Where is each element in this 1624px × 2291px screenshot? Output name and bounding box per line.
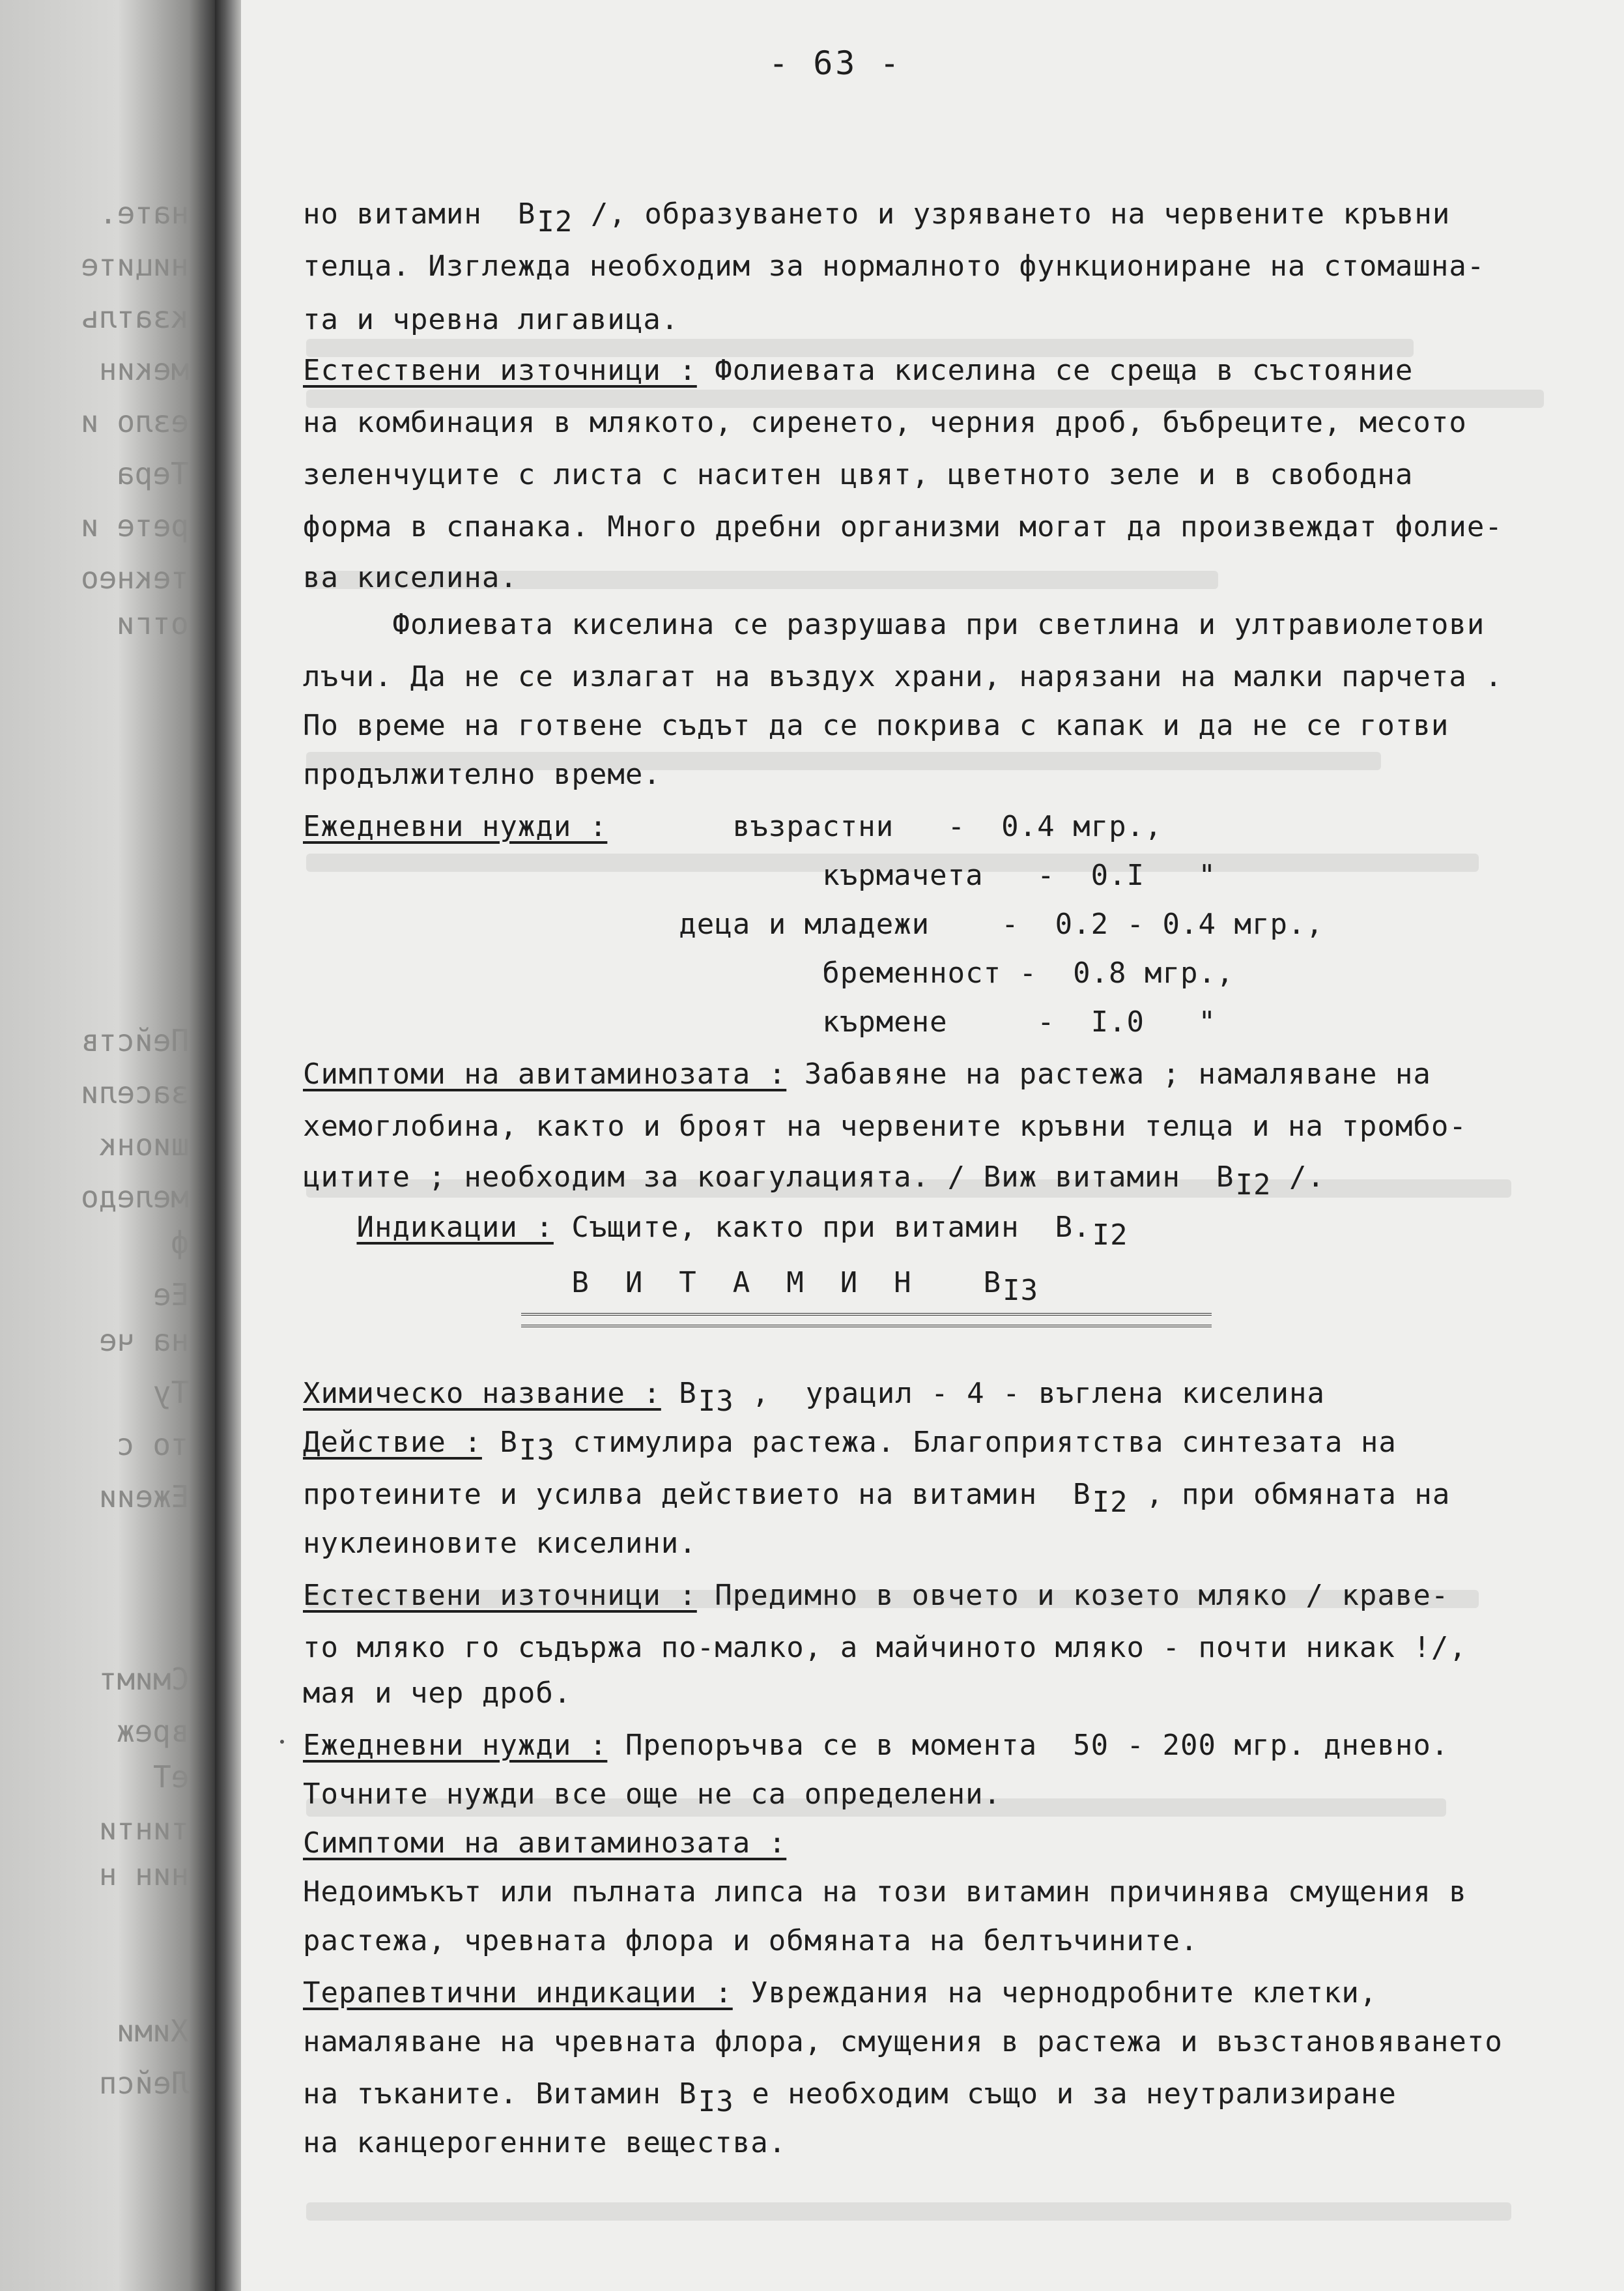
line-text: стимулира растежа. Благоприятства синтезата на	[554, 1426, 1397, 1459]
line-text: , урацил - 4 - въглена киселина	[734, 1377, 1325, 1410]
text-line	[303, 1417, 1397, 1468]
text-line	[303, 850, 1216, 901]
line-text: , при обмяната на	[1128, 1478, 1451, 1511]
bleed-text: нате.	[98, 195, 189, 231]
bleed-text: засели	[80, 1075, 189, 1110]
line-text: Предимно в овчето и козето мляко / краве-	[696, 1579, 1449, 1612]
bleed-text: Ту	[152, 1375, 189, 1410]
text-line	[303, 997, 1216, 1048]
bleed-text: Тера	[117, 456, 189, 491]
bleed-text: ф	[171, 1225, 189, 1260]
bleed-text: Лейсп	[98, 2066, 189, 2101]
line-text: растежа, чревната флора и обмяната на белтъчините.	[303, 1924, 1199, 1957]
subscript: I2	[1092, 1218, 1128, 1252]
line-text: В И Т А М И Н B	[303, 1266, 1002, 1299]
text-line	[303, 1968, 1377, 2019]
line-text: то мляко го съдържа по-малко, а майчиното мляко - почти никак !/,	[303, 1631, 1467, 1664]
text-line	[303, 1720, 1449, 1771]
bleed-text: езло и	[80, 404, 189, 439]
text-line	[303, 241, 1485, 292]
text-line	[303, 1368, 1325, 1419]
text-line	[303, 1518, 697, 1569]
subscript: I3	[698, 2085, 734, 2118]
section-heading: Индикации :	[356, 1211, 554, 1244]
line-text: бременност - 0.8 мгр.,	[303, 957, 1234, 990]
line-text: Забавяне на растежа ; намаляване на	[786, 1058, 1431, 1091]
text-line	[303, 553, 518, 603]
section-heading: Симптоми на авитаминозата :	[303, 1058, 787, 1091]
text-line	[303, 749, 661, 800]
section-heading: Терапевтични индикации :	[303, 1976, 733, 2010]
line-text: B	[481, 1426, 518, 1459]
bleed-text: рете и	[80, 508, 189, 543]
line-text: Недоимъкът или пълната липса на този витамин причинява смущения в	[303, 1875, 1467, 1909]
text-line	[303, 1622, 1467, 1673]
line-text: ва киселина.	[303, 561, 518, 594]
text-line	[303, 1818, 786, 1869]
section-heading: Химическо название :	[303, 1377, 661, 1410]
line-text: форма в спанака. Много дребни организми могат да произвеждат фолие-	[303, 510, 1503, 543]
page-number: - 63 -	[769, 44, 902, 82]
subscript: I3	[519, 1434, 555, 1467]
text-line	[303, 2118, 786, 2169]
line-text: /, образуването и узряването на червените кръвни	[573, 197, 1451, 231]
bleed-text: кзатль	[80, 300, 189, 335]
text-line	[303, 450, 1413, 500]
section-heading: Ежедневни нужди :	[303, 810, 608, 843]
section-heading: Ежедневни нужди :	[303, 1729, 608, 1762]
line-text: та и чревна лигавица.	[303, 303, 679, 336]
ink-speck	[280, 1740, 284, 1744]
text-line	[303, 599, 1485, 650]
text-line	[303, 801, 1163, 852]
text-line	[303, 1258, 1038, 1308]
bleed-text: вреж	[117, 1714, 189, 1749]
text-line	[303, 1570, 1449, 1621]
bleed-text: Хими	[117, 2013, 189, 2049]
subscript: I2	[1235, 1168, 1272, 1202]
section-heading: Естествени източници :	[303, 354, 697, 387]
text-line	[303, 345, 1413, 396]
line-text: Фолиевата киселина се среща в състояние	[696, 354, 1414, 387]
bleed-text: Смимт	[98, 1662, 189, 1697]
text-line	[303, 2069, 1397, 2120]
line-text: протеините и усилва действието на витамин B	[303, 1478, 1091, 1511]
text-line	[303, 1101, 1467, 1152]
section-heading: Естествени източници :	[303, 1579, 697, 1612]
text-line	[303, 1202, 1128, 1253]
line-text: Препоръчва се в момента 50 - 200 мгр. дневно.	[607, 1729, 1449, 1762]
bleed-text: текнео	[80, 560, 189, 596]
line-text: мая и чер дроб.	[303, 1677, 572, 1710]
line-text	[303, 1211, 356, 1244]
line-text: B	[661, 1377, 697, 1410]
bleed-text: Пейств	[80, 1023, 189, 1058]
line-text: Точните нужди все още не са определени.	[303, 1778, 1002, 1811]
line-text: на канцерогенните вещества.	[303, 2126, 787, 2159]
line-text: хемоглобина, както и броят на червените кръвни телца и на тромбо-	[303, 1110, 1467, 1143]
bleed-text: еТ	[152, 1759, 189, 1794]
line-text: намаляване на чревната флора, смущения в растежа и възстановяването	[303, 2025, 1503, 2058]
text-line	[303, 1668, 571, 1719]
text-line	[303, 502, 1503, 553]
subscript: I2	[537, 205, 573, 238]
text-line	[303, 700, 1449, 751]
subscript: I3	[1003, 1274, 1039, 1307]
bleed-text: на че	[98, 1323, 189, 1358]
text-line	[303, 2017, 1503, 2068]
subscript: I3	[698, 1385, 734, 1418]
text-line	[303, 1769, 1001, 1820]
bleed-text: Ежеии	[98, 1479, 189, 1514]
line-text: възрастни - 0.4 мгр.,	[607, 810, 1163, 843]
text-line	[303, 948, 1234, 999]
title-double-underline	[521, 1313, 1212, 1327]
text-line	[303, 1152, 1325, 1203]
line-text: Същите, както при витамин B	[553, 1211, 1074, 1244]
section-heading: Симптоми на авитаминозата :	[303, 1826, 787, 1860]
line-text: Увреждания на чернодробните клетки,	[732, 1976, 1378, 2010]
text-line	[303, 1916, 1199, 1967]
text-line	[303, 652, 1503, 702]
line-text: цитите ; необходим за коагулацията. / Виж витамин B	[303, 1160, 1234, 1194]
line-text: /.	[1271, 1160, 1325, 1194]
bleed-text: Еe	[152, 1277, 189, 1312]
bleed-text: шионк	[98, 1127, 189, 1162]
bleed-text: отги	[117, 606, 189, 641]
line-text: По време на готвене съдът да се покрива с капак и да не се готви	[303, 709, 1449, 742]
text-line	[303, 899, 1324, 950]
line-text: продължително време.	[303, 758, 661, 791]
text-line	[303, 295, 679, 345]
line-text: лъчи. Да не се излагат на въздух храни, нарязани на малки парчета .	[303, 660, 1503, 693]
line-text: Фолиевата киселина се разрушава при светлина и ултравиолетови	[303, 608, 1485, 641]
bleed-text: нин н	[98, 1857, 189, 1892]
text-line	[303, 1049, 1431, 1100]
line-text: нуклеиновите киселини.	[303, 1527, 697, 1560]
line-text: зеленчуците с листа с наситен цвят, цветното зеле и в свободна	[303, 458, 1414, 491]
bleed-text: то с	[117, 1427, 189, 1462]
line-text: но витамин B	[303, 197, 536, 231]
line-text: кърмене - I.0 "	[303, 1005, 1217, 1039]
text-line	[303, 189, 1450, 240]
bleed-text: ниците	[80, 248, 189, 283]
line-text: деца и младежи - 0.2 - 0.4 мгр.,	[303, 908, 1324, 941]
bleed-text: тинти	[98, 1811, 189, 1847]
text-line	[303, 397, 1467, 448]
line-text: .	[1073, 1211, 1091, 1244]
line-text: телца. Изглежда необходим за нормалното функциониране на стомашна-	[303, 250, 1485, 283]
line-text: кърмачета - 0.I "	[303, 859, 1217, 892]
line-text: е необходим също и за неутрализиране	[734, 2077, 1397, 2111]
bleed-text: меледо	[80, 1179, 189, 1215]
subscript: I2	[1092, 1486, 1128, 1519]
text-line	[303, 1867, 1467, 1918]
section-heading: Действие :	[303, 1426, 482, 1459]
line-text: на тъканите. Витамин B	[303, 2077, 697, 2111]
bleed-text: мекин	[98, 352, 189, 387]
line-text: на комбинация в млякото, сиренето, черния дроб, бъбреците, месото	[303, 406, 1467, 439]
text-line	[303, 1469, 1450, 1520]
